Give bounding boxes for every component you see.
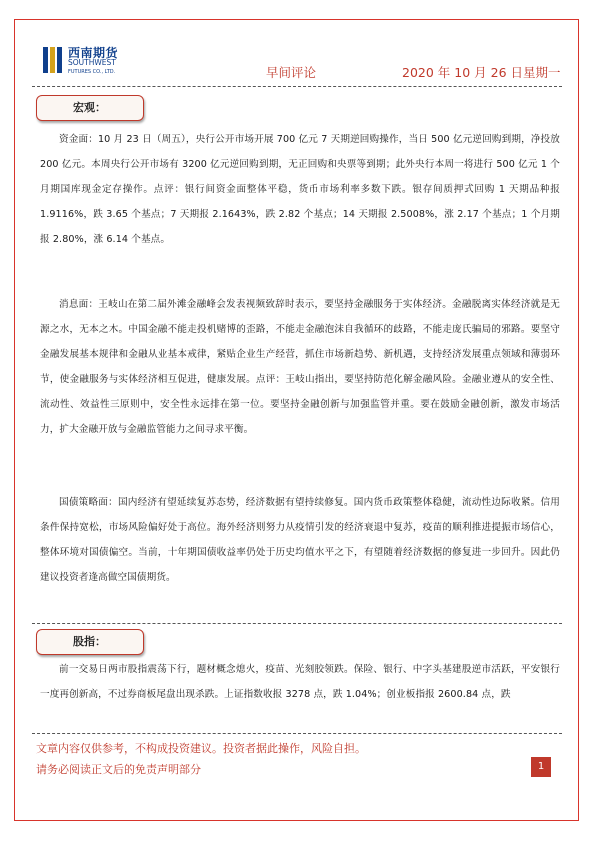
logo-mark-icon xyxy=(42,44,64,74)
report-date: 2020 年 10 月 26 日星期一 xyxy=(402,65,561,80)
logo-text-cn: 西南期货 xyxy=(68,46,119,60)
section-divider xyxy=(32,623,562,624)
paragraph-stock-index: 前一交易日两市股指震荡下行，题材概念熄火，疫苗、光刻胶领跌。保险、银行、中字头基建股逆市活跃，平安银行一度再创新高，不过券商板尾盘出现杀跌。上证指数收报 3278 点，跌 1.04%；创业板指报 2600.84 点，跌 xyxy=(40,664,560,701)
paragraph-news: 消息面：王岐山在第二届外滩金融峰会发表视频致辞时表示，要坚持金融服务于实体经济。金融脱离实体经济就是无源之水，无本之木。中国金融不能走投机赌博的歪路，不能走金融泡沫自我循环的歧路，不能走庞氏骗局的邪路。要坚守金融发展基本规律和金融从业基本戒律，紧贴企业生产经营，抓住市场新趋势、新机遇，支持经济发展重点领域和薄弱环节，使金融服务与实体经济相互促进，健康发展。点评：王岐山指出，要坚持防范化解金融风险。金融业遵从的安全性、流动性、效益性三原则中，安全性永远排在第一位。要坚持金融创新与加强监管并重。要在鼓励金融创新，激发市场活力，扩大金融开放与金融监管能力之间寻求平衡。 xyxy=(40,299,560,436)
disclaimer-line-2: 请务必阅读正文后的免责声明部分 xyxy=(36,763,201,776)
section-tag-index: 股指： xyxy=(36,629,144,655)
paragraph-bond-strategy: 国债策略面：国内经济有望延续复苏态势，经济数据有望持续修复。国内货币政策整体稳健，流动性边际收紧。信用条件保持宽松，市场风险偏好处于高位。海外经济则努力从疫情引发的经济衰退中复苏，疫苗的顺利推进提振市场信心，整体环境对国债偏空。当前，十年期国债收益率仍处于历史均值水平之下，有望随着经济数据的修复进一步回升。因此仍建议投资者逢高做空国债期货。 xyxy=(40,497,560,584)
paragraph-funding: 资金面：10 月 23 日（周五），央行公开市场开展 700 亿元 7 天期逆回购操作，当日 500 亿元逆回购到期，净投放 200 亿元。本周央行公开市场有 3200 亿元逆回购到期，无正回购和央票等到期；此外央行本周一将进行 500 亿元 1 个月期国库现金定存操作。点评：银行间资金面整体平稳，货币市场利率多数下跌。银存间质押式回购 1 天期品种报 1.9116%，跌 3.65 个基点；7 天期报 2.1643%，跌 2.82 个基点；14 天期报 2.5008%，涨 2.17 个基点；1 个月期报 2.80%，涨 6.14 个基点。 xyxy=(40,134,560,246)
company-logo xyxy=(42,44,128,76)
disclaimer-line-1: 文章内容仅供参考，不构成投资建议。投资者据此操作，风险自担。 xyxy=(36,742,366,755)
header-divider xyxy=(32,86,562,87)
report-title: 早间评论 xyxy=(266,65,317,80)
section-tag-macro: 宏观： xyxy=(36,95,144,121)
logo-text-en: SOUTHWEST FUTURES CO., LTD. xyxy=(68,58,116,75)
footer-divider xyxy=(32,733,562,734)
page-number-badge: 1 xyxy=(531,757,551,777)
